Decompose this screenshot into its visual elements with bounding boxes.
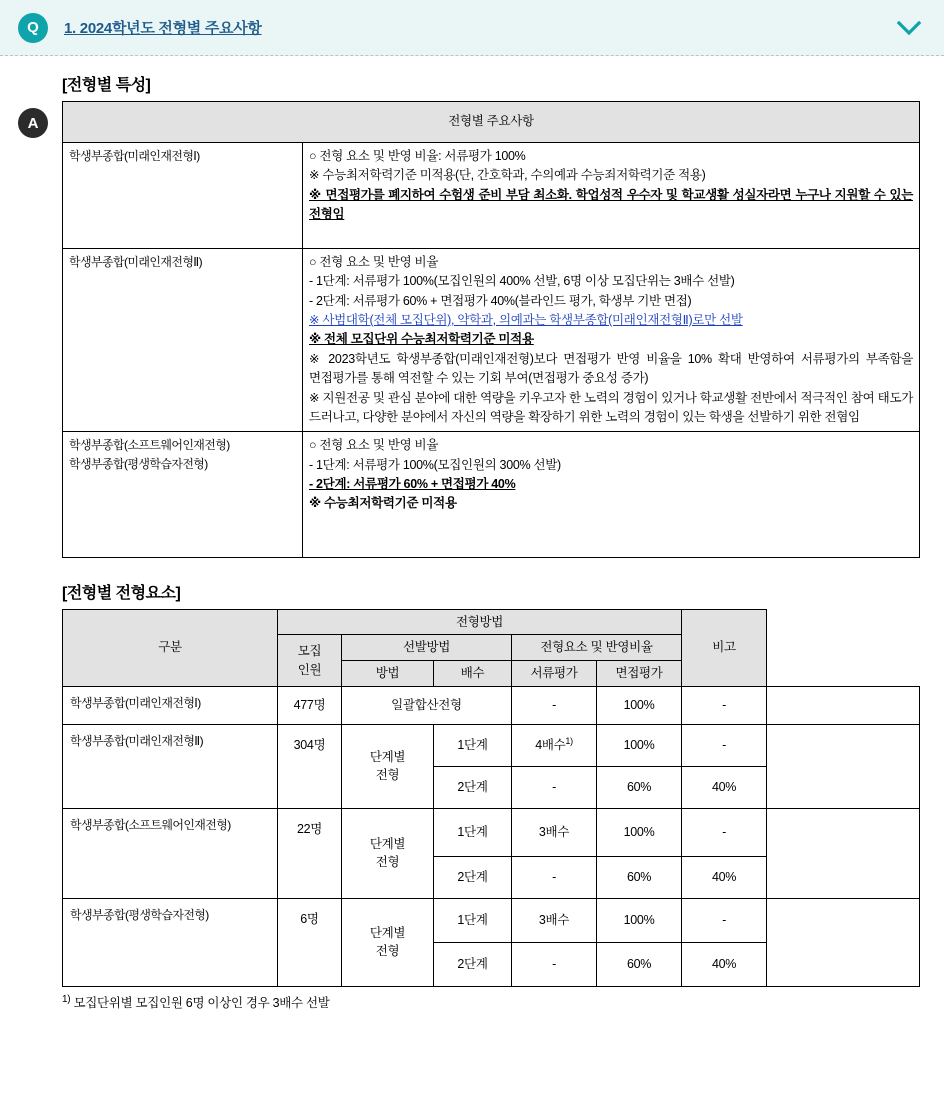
row-method-line2: 전형: [375, 944, 400, 959]
row-method: [342, 898, 434, 986]
footnote-text: 모집단위별 모집인원 6명 이상인 경우 3배수 선발: [73, 995, 330, 1010]
question-badge-icon: [18, 13, 48, 43]
row-method: 일괄합산전형: [342, 686, 512, 724]
row-multiple: 3배수: [512, 808, 597, 856]
answer-badge-icon: [18, 108, 48, 138]
row-document-eval: 60%: [597, 766, 682, 808]
row-method: [342, 808, 434, 898]
row-remark: [767, 898, 920, 986]
row-interview-eval: -: [682, 808, 767, 856]
row-document-eval: 60%: [597, 856, 682, 898]
row-quota: 477명: [278, 686, 342, 724]
table-row: [63, 686, 920, 724]
admission-type-name: 학생부종합(미래인재전형Ⅱ): [63, 248, 303, 431]
row-document-eval: 100%: [597, 724, 682, 766]
answer-badge-label: A: [27, 114, 39, 132]
desc-line: - 1단계: 서류평가 100%(모집인원의 300% 선발): [309, 457, 561, 472]
row-remark: [767, 808, 920, 898]
desc-line-emphasis-text: - 2단계: 서류평가 60% + 면접평가 40%: [309, 477, 516, 491]
row-stage: 2단계: [434, 766, 512, 808]
admission-elements-table: [62, 609, 920, 987]
row-remark: [767, 724, 920, 808]
row-method-line1: 단계별: [369, 836, 406, 851]
row-multiple: -: [512, 766, 597, 808]
section-heading-elements: [전형별 전형요소]: [62, 584, 181, 602]
header-element-group: 전형요소 및 반영비율: [512, 635, 682, 661]
row-quota: 304명: [278, 724, 342, 808]
desc-line: ○ 전형 요소 및 반영 비율: 서류평가 100%: [309, 149, 526, 163]
row-stage: 1단계: [434, 724, 512, 766]
row-quota: 22명: [278, 808, 342, 898]
table-row: [63, 724, 920, 766]
header-document-eval: 서류평가: [512, 661, 597, 687]
header-gubun: 구분: [63, 609, 278, 686]
question-badge-label: Q: [27, 19, 39, 36]
row-multiple: 3배수: [512, 898, 597, 942]
desc-line: ※ 수능최저학력기준 미적용(단, 간호학과, 수의예과 수능죄저학력기준 적용): [309, 168, 706, 183]
desc-line-emphasis: ※ 전체 모집단위 수능최저학력기준 미적용: [309, 332, 534, 347]
row-multiple: -: [512, 942, 597, 986]
row-interview-eval: -: [682, 898, 767, 942]
section-heading-characteristics: [전형별 특성]: [62, 77, 151, 94]
faq-question-title[interactable]: 1. 2024학년도 전형별 주요사항: [64, 20, 262, 37]
row-multiple: -: [512, 856, 597, 898]
row-stage: 2단계: [434, 856, 512, 898]
row-stage: 2단계: [434, 942, 512, 986]
row-method-line1: 단계별: [369, 749, 406, 764]
table-footnote: [62, 993, 920, 1011]
header-quota-line1: 모집: [297, 643, 322, 658]
desc-spacer: [309, 514, 913, 533]
row-interview-eval: 40%: [682, 942, 767, 986]
row-method-line2: 전형: [375, 768, 400, 783]
row-interview-eval: 40%: [682, 766, 767, 808]
row-name: 학생부종합(평생학습자전형): [63, 898, 278, 986]
admission-type-description: [303, 248, 920, 431]
header-quota-line2: 인원: [297, 662, 322, 677]
admission-type-description: [303, 432, 920, 557]
row-method-line2: 전형: [375, 855, 400, 870]
admission-type-name: [63, 432, 303, 557]
table-row: [63, 808, 920, 856]
desc-line-link: ※ 사범대학(전체 모집단위), 약학과, 의예과는 학생부종합(미래인재전형Ⅱ)로만 선발: [309, 313, 743, 327]
desc-line-emphasis: ※ 면접평가를 폐지하여 수험생 준비 부담 최소화. 학업성적 우수자 및 학교생활 성실자라면 누구나 지원할 수 있는 전형임: [309, 187, 913, 222]
desc-line: ※ 수능최저학력기준 미적용: [309, 496, 457, 511]
admission-type-name: 학생부종합(미래인재전형Ⅰ): [63, 143, 303, 249]
row-stage: 1단계: [434, 808, 512, 856]
admission-type-name-line1: 학생부종합(소프트웨어인재전형): [69, 438, 230, 453]
admission-type-description: [303, 143, 920, 249]
desc-line-emphasis: [309, 475, 913, 494]
table-header-row: [63, 102, 920, 143]
table-row: [63, 432, 920, 557]
header-multiple: 배수: [434, 661, 512, 687]
table-header-row: [63, 609, 920, 635]
row-document-eval: 100%: [597, 686, 682, 724]
row-interview-eval: 40%: [682, 856, 767, 898]
row-method: [342, 724, 434, 808]
desc-line: ※ 지원전공 및 관심 분야에 대한 역량을 키우고자 한 노력의 경험이 있거나 학교생활 전반에서 적극적인 참여 태도가 드러나고, 다양한 분야에서 자신의 역량을 확장하기 위한 노력의 경험이 있는 학생을 선발하기 위한 전혐임: [309, 390, 913, 424]
faq-answer-body: [0, 56, 944, 1021]
header-interview-eval: 면접평가: [597, 661, 682, 687]
footnote-marker: 1): [565, 736, 573, 747]
header-selection-group: 선발방법: [342, 635, 512, 661]
row-document-eval: 60%: [597, 942, 682, 986]
desc-spacer: [309, 225, 913, 244]
row-document-eval: 100%: [597, 898, 682, 942]
row-quota: 6명: [278, 898, 342, 986]
header-quota: [278, 635, 342, 687]
table-row: [63, 143, 920, 249]
desc-line: ○ 전형 요소 및 반영 비율: [309, 438, 439, 453]
desc-spacer: [309, 533, 913, 552]
row-interview-eval: -: [682, 686, 767, 724]
desc-line: - 2단계: 서류평가 60% + 면접평가 40%(블라인드 평가, 학생부 기반 면접): [309, 293, 692, 308]
row-name: 학생부종합(소프트웨어인재전형): [63, 808, 278, 898]
row-multiple: [512, 724, 597, 766]
header-method: 방법: [342, 661, 434, 687]
header-remark: 비고: [682, 609, 767, 686]
row-name: 학생부종합(미래인재전형Ⅰ): [63, 686, 278, 724]
row-multiple-text: 4배수: [535, 738, 566, 753]
desc-line: ※ 2023학년도 학생부종합(미래인재전형)보다 면접평가 반영 비율을 10% 확대 반영하여 서류평가의 부족함을 면접평가를 통해 역전할 수 있는 기회 부여(면접평가 중요성 증가): [309, 351, 913, 386]
table1-header-cell: 전형별 주요사항: [63, 102, 920, 143]
desc-line: - 1단계: 서류평가 100%(모집인원의 400% 선발, 6명 이상 모집단위는 3배수 선발): [309, 274, 735, 289]
row-name: 학생부종합(미래인재전형Ⅱ): [63, 724, 278, 808]
row-document-eval: 100%: [597, 808, 682, 856]
admission-type-name-line2: 학생부종합(평생학습자전형): [69, 456, 208, 471]
answer-badge-column: [18, 72, 52, 1011]
admission-characteristics-table: [62, 101, 920, 558]
row-interview-eval: -: [682, 724, 767, 766]
row-method-line1: 단계별: [369, 925, 406, 940]
desc-line: ○ 전형 요소 및 반영 비율: [309, 254, 439, 269]
row-remark: [767, 686, 920, 724]
row-multiple: -: [512, 686, 597, 724]
chevron-down-icon[interactable]: [896, 20, 922, 36]
header-method-group: 전형방법: [278, 609, 682, 635]
table-row: [63, 898, 920, 942]
faq-question-header[interactable]: [0, 0, 944, 56]
footnote-marker: 1): [62, 993, 71, 1005]
row-stage: 1단계: [434, 898, 512, 942]
table-row: [63, 248, 920, 431]
answer-content: [52, 72, 920, 1011]
